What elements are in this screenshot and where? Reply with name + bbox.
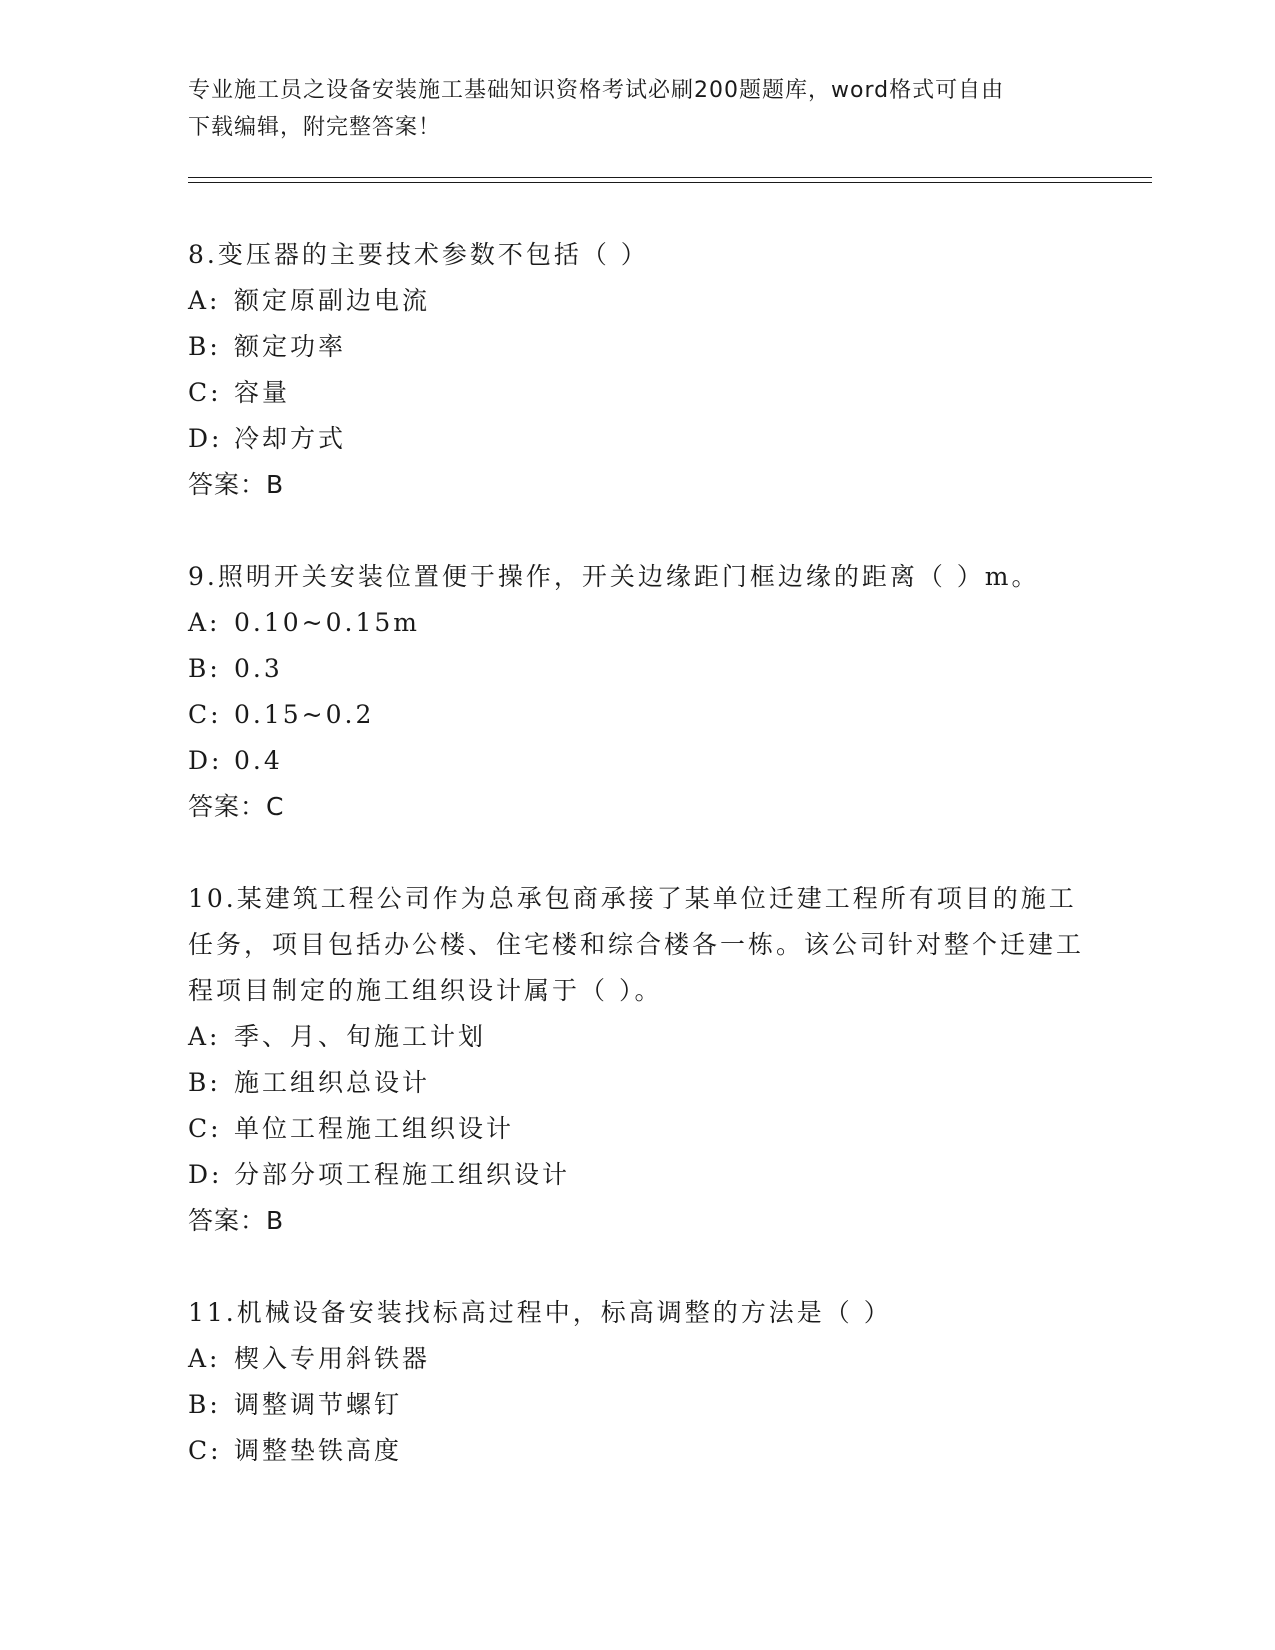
question-list (188, 232, 1088, 1520)
header-divider-bottom (188, 182, 1152, 183)
option-letter: D: (188, 1160, 223, 1189)
option-letter: B: (188, 1390, 221, 1419)
option-row (188, 1014, 1088, 1060)
option-row (188, 1336, 1088, 1382)
question-text: 10.某建筑工程公司作为总承包商承接了某单位迁建工程所有项目的施工任务，项目包括办公楼、住宅楼和综合楼各一栋。该公司针对整个迁建工程项目制定的施工组织设计属于（ ）。 (188, 884, 1085, 1005)
option-letter: C: (188, 1436, 222, 1465)
option-text: 0.3 (234, 654, 283, 683)
answer-value: B (266, 1206, 285, 1235)
option-row (188, 738, 1088, 784)
option-row (188, 370, 1088, 416)
option-text: 季、月、旬施工计划 (234, 1022, 487, 1051)
option-row (188, 646, 1088, 692)
option-text: 单位工程施工组织设计 (234, 1114, 515, 1143)
option-letter: D: (188, 424, 223, 453)
option-row (188, 1152, 1088, 1198)
question-block (188, 232, 1088, 508)
option-text: 冷却方式 (234, 424, 347, 453)
question-text: 9.照明开关安装位置便于操作，开关边缘距门框边缘的距离（ ）m。 (188, 562, 1040, 591)
option-row (188, 324, 1088, 370)
option-text: 分部分项工程施工组织设计 (234, 1160, 571, 1189)
option-letter: A: (188, 286, 221, 315)
answer-label: 答案： (188, 792, 267, 821)
question-block (188, 876, 1088, 1244)
answer-label: 答案： (188, 1206, 267, 1235)
option-letter: C: (188, 1114, 222, 1143)
option-text: 调整调节螺钉 (234, 1390, 403, 1419)
question-text: 11.机械设备安装找标高过程中，标高调整的方法是（ ） (188, 1298, 892, 1327)
option-text: 额定原副边电流 (234, 286, 431, 315)
option-text: 容量 (234, 378, 291, 407)
question-block (188, 1290, 1088, 1474)
answer-value: C (266, 792, 285, 821)
option-row (188, 1106, 1088, 1152)
header-line-2: 下载编辑，附完整答案！ (188, 115, 442, 140)
option-row (188, 692, 1088, 738)
answer-label: 答案： (188, 470, 267, 499)
option-letter: C: (188, 378, 222, 407)
option-row (188, 278, 1088, 324)
answer-line (188, 462, 1088, 508)
option-text: 额定功率 (234, 332, 347, 361)
option-letter: A: (188, 1344, 221, 1373)
question-block (188, 554, 1088, 830)
option-text: 楔入专用斜铁器 (234, 1344, 431, 1373)
header-divider-top (188, 177, 1152, 178)
option-row (188, 1382, 1088, 1428)
option-text: 调整垫铁高度 (234, 1436, 403, 1465)
option-text: 0.15~0.2 (234, 700, 375, 729)
answer-line (188, 784, 1088, 830)
option-letter: C: (188, 700, 222, 729)
answer-value: B (266, 470, 285, 499)
document-header (188, 72, 1088, 146)
option-row (188, 600, 1088, 646)
option-text: 施工组织总设计 (234, 1068, 431, 1097)
option-letter: A: (188, 608, 221, 637)
option-text: 0.4 (234, 746, 283, 775)
option-letter: D: (188, 746, 223, 775)
option-letter: A: (188, 1022, 221, 1051)
option-letter: B: (188, 654, 221, 683)
option-letter: B: (188, 332, 221, 361)
answer-line (188, 1198, 1088, 1244)
question-text: 8.变压器的主要技术参数不包括（ ） (188, 240, 649, 269)
option-letter: B: (188, 1068, 221, 1097)
option-row (188, 416, 1088, 462)
option-row (188, 1060, 1088, 1106)
option-row (188, 1428, 1088, 1474)
option-text: 0.10~0.15m (234, 608, 420, 637)
header-line-1: 专业施工员之设备安装施工基础知识资格考试必刷200题题库，word格式可自由 (188, 78, 1005, 103)
